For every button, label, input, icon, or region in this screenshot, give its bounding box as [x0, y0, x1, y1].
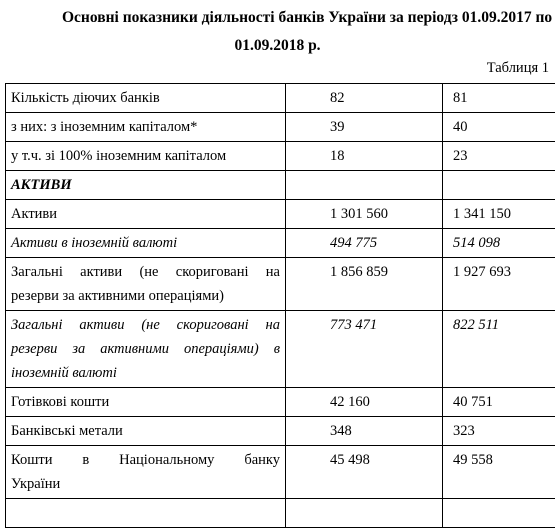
value-2018: 49 558 — [443, 446, 555, 499]
table-row — [6, 200, 555, 229]
value-2018: 1 341 150 — [443, 200, 555, 229]
row-label: з них: з іноземним капіталом* — [6, 113, 286, 142]
row-label — [6, 311, 286, 388]
title-line-2: 01.09.2018 р. — [0, 32, 555, 60]
value-2018: 81 — [443, 84, 555, 113]
section-heading: АКТИВИ — [6, 171, 286, 200]
row-label-line: України — [11, 476, 60, 492]
row-label-line: резерви за активними операціями) — [11, 288, 224, 304]
row-label: у т.ч. зі 100% іноземним капіталом — [6, 142, 286, 171]
row-label: Готівкові кошти — [6, 388, 286, 417]
value-2018: 23 — [443, 142, 555, 171]
value-2018 — [443, 499, 555, 528]
value-2017: 494 775 — [286, 229, 443, 258]
table-caption: Таблиця 1 — [487, 60, 549, 77]
value-2018: 514 098 — [443, 229, 555, 258]
indicators-table — [5, 83, 555, 528]
value-2018: 1 927 693 — [443, 258, 555, 311]
row-label-line: іноземній валюті — [11, 365, 117, 381]
table-row — [6, 388, 555, 417]
row-label — [6, 446, 286, 499]
table-row — [6, 446, 555, 499]
value-2018 — [443, 171, 555, 200]
value-2017: 39 — [286, 113, 443, 142]
title-line-1: Основні показники діяльності банків України за періодз 01.09.2017 по — [0, 4, 555, 32]
value-2017 — [286, 171, 443, 200]
row-label — [6, 258, 286, 311]
value-2018: 822 511 — [443, 311, 555, 388]
value-2017: 348 — [286, 417, 443, 446]
table-row — [6, 113, 555, 142]
table-row — [6, 142, 555, 171]
value-2017 — [286, 499, 443, 528]
table-row — [6, 258, 555, 311]
table-row — [6, 311, 555, 388]
value-2017: 45 498 — [286, 446, 443, 499]
table-row — [6, 499, 555, 528]
row-label: Активи — [6, 200, 286, 229]
table-row — [6, 84, 555, 113]
section-row — [6, 171, 555, 200]
row-label-line: Загальні активи (не скориговані на — [11, 313, 280, 337]
value-2017: 1 301 560 — [286, 200, 443, 229]
table-row — [6, 417, 555, 446]
row-label-line: Загальні активи (не скориговані на — [11, 260, 280, 284]
row-label: Банківські метали — [6, 417, 286, 446]
value-2017: 18 — [286, 142, 443, 171]
value-2017: 1 856 859 — [286, 258, 443, 311]
row-label-line: Кошти в Національному банку — [11, 448, 280, 472]
value-2018: 323 — [443, 417, 555, 446]
table-row — [6, 229, 555, 258]
value-2017: 42 160 — [286, 388, 443, 417]
row-label: Кількість діючих банків — [6, 84, 286, 113]
table-title — [0, 4, 555, 60]
row-label — [6, 499, 286, 528]
row-label: Активи в іноземній валюті — [6, 229, 286, 258]
row-label-line: резерви за активними операціями) в — [11, 337, 280, 361]
value-2018: 40 — [443, 113, 555, 142]
value-2018: 40 751 — [443, 388, 555, 417]
value-2017: 773 471 — [286, 311, 443, 388]
value-2017: 82 — [286, 84, 443, 113]
